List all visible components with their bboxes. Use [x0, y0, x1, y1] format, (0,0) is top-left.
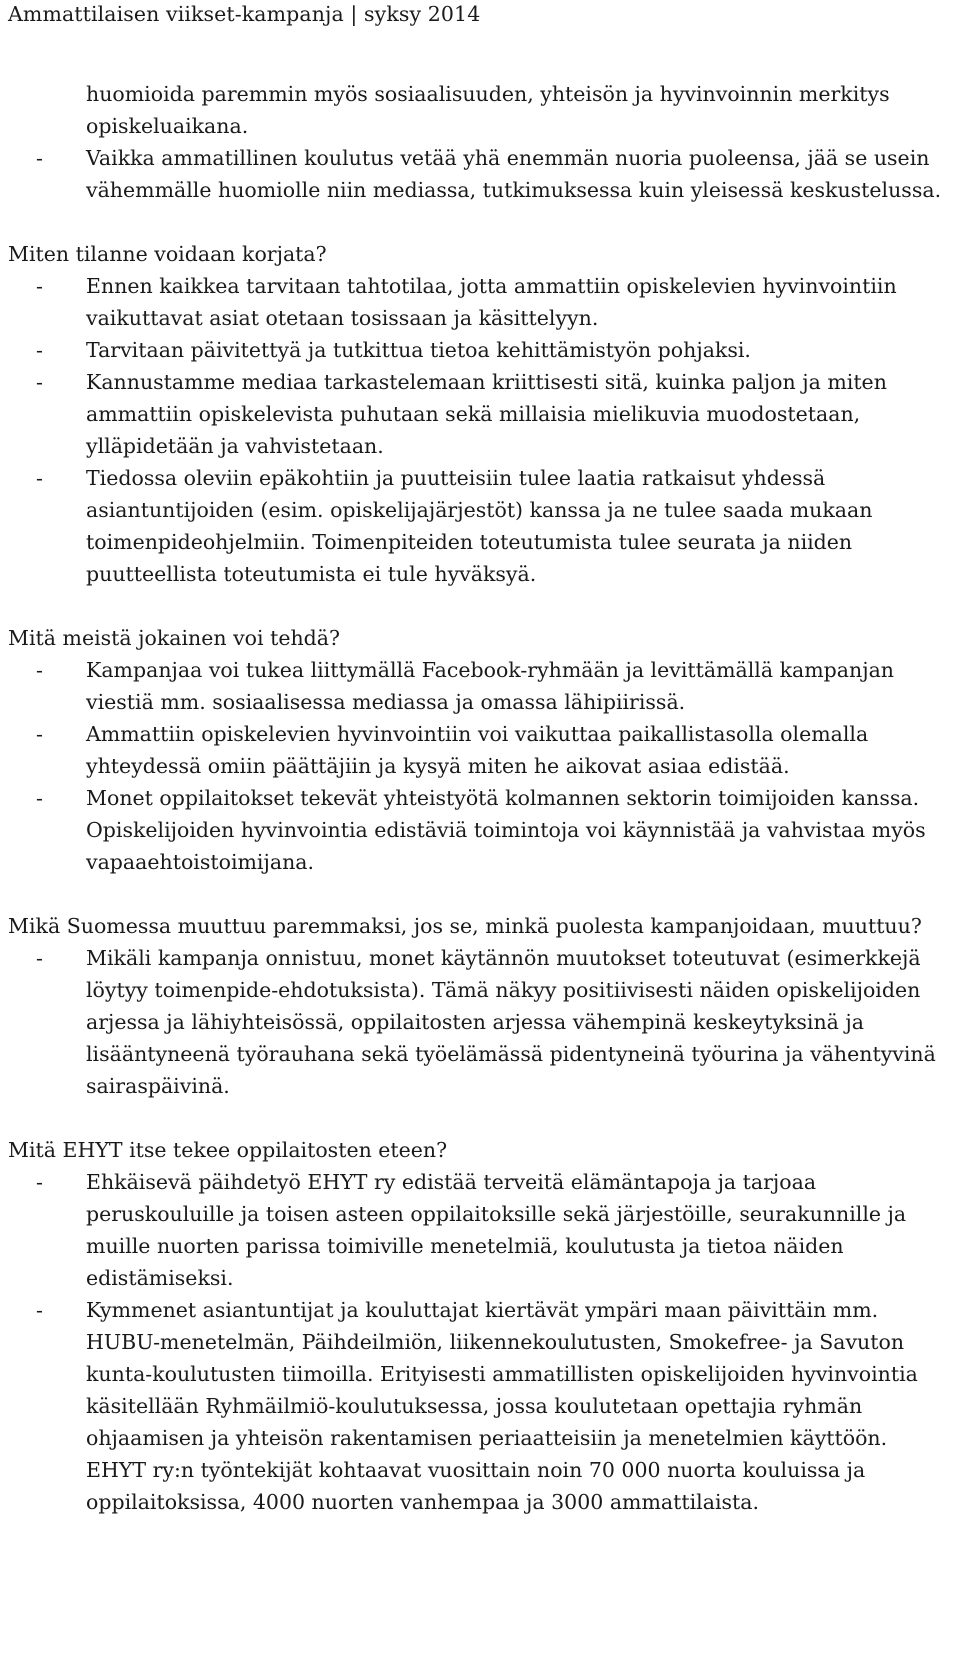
section-heading: Mitä EHYT itse tekee oppilaitosten eteen? [8, 1138, 448, 1162]
list-item [8, 942, 953, 1102]
list-item-text: Tarvitaan päivitettyä ja tutkittua tietoa kehittämistyön pohjaksi. [86, 338, 751, 362]
list-dash: - [36, 338, 43, 362]
section-heading: Mikä Suomessa muuttuu paremmaksi, jos se, minkä puolesta kampanjoidaan, muuttuu? [8, 914, 922, 938]
list-item [8, 1166, 953, 1294]
section-heading: Miten tilanne voidaan korjata? [8, 242, 327, 266]
list-item-text: Ennen kaikkea tarvitaan tahtotilaa, jotta ammattiin opiskelevien hyvinvointiin vaikuttavat asiat otetaan tosissaan ja käsittelyyn. [86, 274, 897, 330]
list-item [8, 718, 953, 782]
list-item-text: Mikäli kampanja onnistuu, monet käytännön muutokset toteutuvat (esimerkkejä löytyy toimenpide-ehdotuksista). Tämä näkyy positiivisesti näiden opiskelijoiden arjessa ja lähiyhteisössä, oppilaitosten arjessa vähempinä keskeytyksinä ja lisääntyneenä työrauhana sekä työelämässä pidentyneinä työurina ja vähentyvinä sairaspäivinä. [86, 946, 936, 1098]
section-list [8, 654, 953, 878]
list-item-text: Vaikka ammatillinen koulutus vetää yhä enemmän nuoria puoleensa, jää se usein vähemmälle huomiolle niin mediassa, tutkimuksessa kuin yleisessä keskustelussa. [86, 146, 942, 202]
continuation-paragraph: huomioida paremmin myös sosiaalisuuden, yhteisön ja hyvinvoinnin merkitys opiskeluaikana. [86, 82, 890, 138]
page-header [8, 0, 480, 28]
section-list [8, 942, 953, 1102]
list-item-text: Kymmenet asiantuntijat ja kouluttajat kiertävät ympäri maan päivittäin mm. HUBU-menetelmän, Päihdeilmiön, liikennekoulutusten, Smokefree- ja Savuton kunta-koulutusten tiimoilla. Erityisesti ammatillisten opiskelijoiden hyvinvointia käsitellään Ryhmäilmiö-koulutuksessa, jossa koulutetaan opettajia ryhmän ohjaamisen ja yhteisön rakentamisen periaatteisiin ja menetelmien käyttöön. EHYT ry:n työntekijät kohtaavat vuosittain noin 70 000 nuorta kouluissa ja oppilaitoksissa, 4000 nuorten vanhempaa ja 3000 ammattilaista. [86, 1298, 918, 1514]
section-list [8, 1166, 953, 1518]
list-dash: - [36, 786, 43, 810]
list-item [8, 334, 953, 366]
section-heading: Mitä meistä jokainen voi tehdä? [8, 626, 341, 650]
list-item [8, 462, 953, 590]
list-dash: - [36, 722, 43, 746]
intro-list [8, 142, 953, 206]
list-dash: - [36, 1170, 43, 1194]
list-item [8, 782, 953, 878]
list-item-text: Monet oppilaitokset tekevät yhteistyötä kolmannen sektorin toimijoiden kanssa. Opiskelijoiden hyvinvointia edistäviä toimintoja voi käynnistää ja vahvistaa myös vapaaehtoistoimijana. [86, 786, 926, 874]
list-dash: - [36, 274, 43, 298]
list-item [8, 270, 953, 334]
list-dash: - [36, 146, 43, 170]
section-list [8, 270, 953, 590]
list-item [8, 1294, 953, 1518]
list-item-text: Kampanjaa voi tukea liittymällä Facebook-ryhmään ja levittämällä kampanjan viestiä mm. sosiaalisessa mediassa ja omassa lähipiirissä. [86, 658, 894, 714]
list-item [8, 142, 953, 206]
list-item-text: Tiedossa oleviin epäkohtiin ja puutteisiin tulee laatia ratkaisut yhdessä asiantuntijoiden (esim. opiskelijajärjestöt) kanssa ja ne tulee saada mukaan toimenpideohjelmiin. Toimenpiteiden toteutumista tulee seurata ja niiden puutteellista toteutumista ei tule hyväksyä. [86, 466, 873, 586]
list-dash: - [36, 1298, 43, 1322]
list-item-text: Kannustamme mediaa tarkastelemaan kriittisesti sitä, kuinka paljon ja miten ammattiin opiskelevista puhutaan sekä millaisia mielikuvia muodostetaan, ylläpidetään ja vahvistetaan. [86, 370, 887, 458]
list-item-text: Ehkäisevä päihdetyö EHYT ry edistää terveitä elämäntapoja ja tarjoaa peruskouluille ja toisen asteen oppilaitoksille sekä järjestöille, seurakunnille ja muille nuorten parissa toimiville menetelmiä, koulutusta ja tietoa näiden edistämiseksi. [86, 1170, 907, 1290]
list-dash: - [36, 658, 43, 682]
list-item [8, 366, 953, 462]
header-title: Ammattilaisen viikset-kampanja | syksy 2014 [8, 2, 481, 26]
list-dash: - [36, 946, 43, 970]
list-item-text: Ammattiin opiskelevien hyvinvointiin voi vaikuttaa paikallistasolla olemalla yhteydessä omiin päättäjiin ja kysyä miten he aikovat asiaa edistää. [86, 722, 869, 778]
document-body [8, 78, 953, 1518]
list-dash: - [36, 370, 43, 394]
list-item [8, 654, 953, 718]
list-dash: - [36, 466, 43, 490]
